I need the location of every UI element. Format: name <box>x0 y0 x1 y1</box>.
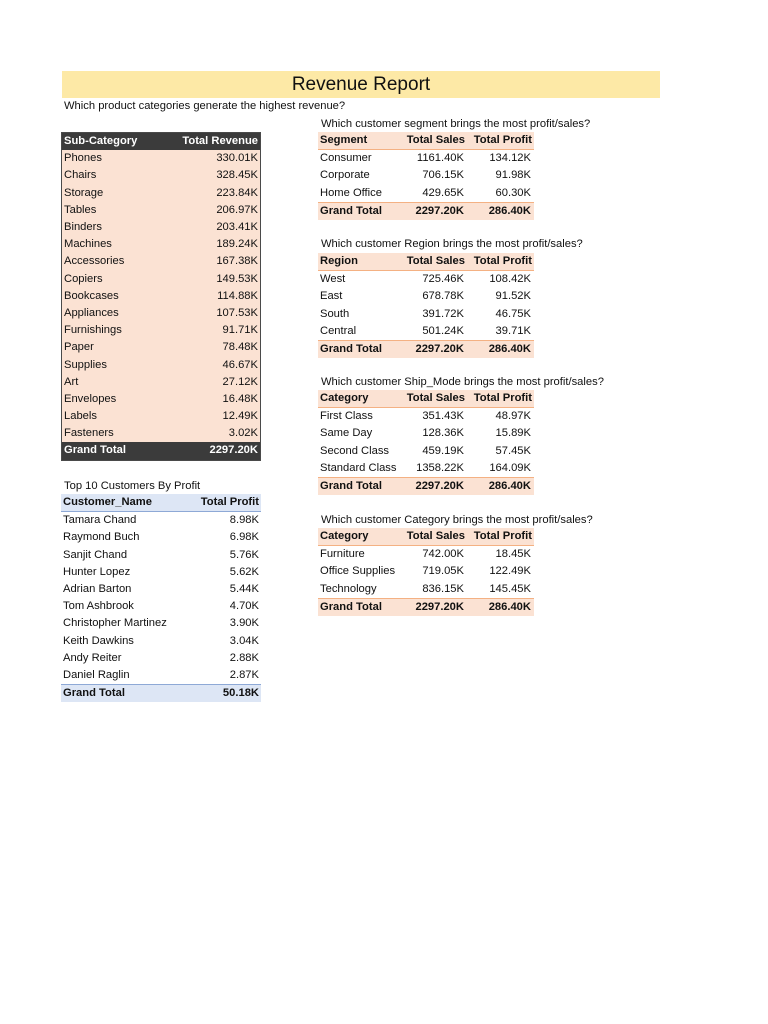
row-label-cell: Appliances <box>62 305 171 322</box>
row-label-cell: Office Supplies <box>320 565 396 578</box>
row-value-cell: 328.45K <box>171 167 261 184</box>
row-label-cell: Adrian Barton <box>63 583 132 596</box>
table-row <box>62 339 261 356</box>
column-header-customer-name[interactable]: Customer_Name <box>61 494 181 512</box>
grand-total-sales: 2297.20K <box>400 477 467 495</box>
grand-total-label: Grand Total <box>318 477 400 495</box>
table-row <box>318 408 534 426</box>
row-value-cell: 429.65K <box>422 186 464 199</box>
grand-total-label: Grand Total <box>61 685 181 703</box>
row-value-cell: 8.98K <box>229 514 259 527</box>
row-label-cell: East <box>320 290 343 303</box>
row-value-cell: 27.12K <box>171 374 261 391</box>
row-label-cell: Standard Class <box>320 461 397 474</box>
row-value-cell: 16.48K <box>171 391 261 408</box>
segment-table <box>318 132 534 220</box>
table-row <box>318 306 534 323</box>
table-row <box>318 185 534 203</box>
row-value-cell: 48.97K <box>495 410 531 423</box>
table-row <box>318 425 534 442</box>
grand-total-label: Grand Total <box>318 202 400 220</box>
row-label-cell: Copiers <box>62 271 171 288</box>
row-value-cell: 6.98K <box>229 531 259 544</box>
row-value-cell: 91.98K <box>495 169 531 182</box>
row-label-cell: Bookcases <box>62 288 171 305</box>
grand-total-value: 2297.20K <box>171 442 261 460</box>
row-label-cell: Consumer <box>320 152 372 165</box>
row-label-cell: Labels <box>62 408 171 425</box>
table-row <box>61 512 261 530</box>
row-value-cell: 501.24K <box>422 324 464 337</box>
row-value-cell: 149.53K <box>171 271 261 288</box>
grand-total-label: Grand Total <box>62 442 171 460</box>
row-label-cell: Storage <box>62 185 171 202</box>
row-value-cell: 114.88K <box>171 288 261 305</box>
table-row <box>318 460 534 478</box>
grand-total-profit: 286.40K <box>467 477 534 495</box>
row-value-cell: 39.71K <box>495 324 531 337</box>
row-value-cell: 108.42K <box>489 273 531 286</box>
row-label-cell: Supplies <box>62 356 171 373</box>
subcategory-revenue-table <box>61 132 261 461</box>
row-value-cell: 836.15K <box>422 582 464 595</box>
grand-total-row <box>318 477 534 495</box>
grand-total-row <box>318 340 534 358</box>
table-row <box>61 529 261 546</box>
table-row <box>318 581 534 599</box>
category-question: Which customer Category brings the most profit/sales? <box>321 514 593 526</box>
row-label-cell: Daniel Raglin <box>63 668 130 681</box>
column-header-total-profit[interactable]: Total Profit <box>467 528 534 546</box>
subcategory-question: Which product categories generate the highest revenue? <box>64 100 346 112</box>
table-row <box>62 253 261 270</box>
row-value-cell: 46.75K <box>495 307 531 320</box>
row-value-cell: 107.53K <box>171 305 261 322</box>
row-value-cell: 189.24K <box>171 236 261 253</box>
grand-total-row <box>61 685 261 703</box>
table-row <box>61 633 261 650</box>
column-header-total-sales[interactable]: Total Sales <box>400 390 467 408</box>
row-label-cell: Paper <box>62 339 171 356</box>
row-value-cell: 15.89K <box>495 427 531 440</box>
row-label-cell: Technology <box>320 582 377 595</box>
row-label-cell: Andy Reiter <box>63 651 122 664</box>
row-value-cell: 18.45K <box>495 548 531 561</box>
row-value-cell: 46.67K <box>171 356 261 373</box>
row-label-cell: Phones <box>62 150 171 167</box>
row-value-cell: 223.84K <box>171 185 261 202</box>
row-label-cell: South <box>320 307 350 320</box>
row-value-cell: 1161.40K <box>416 152 464 165</box>
table-row <box>318 271 534 289</box>
row-value-cell: 706.15K <box>422 169 464 182</box>
table-row <box>318 288 534 305</box>
row-value-cell: 4.70K <box>229 600 259 613</box>
table-row <box>62 150 261 167</box>
table-row <box>62 408 261 425</box>
grand-total-profit: 286.40K <box>467 202 534 220</box>
row-label-cell: Binders <box>62 219 171 236</box>
region-table <box>318 253 534 358</box>
row-label-cell: Keith Dawkins <box>63 634 134 647</box>
region-question: Which customer Region brings the most profit/sales? <box>321 238 583 250</box>
row-value-cell: 719.05K <box>422 565 464 578</box>
table-row <box>62 305 261 322</box>
table-header-row <box>62 133 261 151</box>
table-row <box>318 443 534 460</box>
row-value-cell: 145.45K <box>489 582 531 595</box>
column-header-total-profit[interactable]: Total Profit <box>181 494 261 512</box>
column-header-category[interactable]: Category <box>318 390 400 408</box>
table-row <box>318 150 534 168</box>
row-label-cell: Machines <box>62 236 171 253</box>
table-row <box>62 271 261 288</box>
row-value-cell: 391.72K <box>422 307 464 320</box>
table-row <box>61 650 261 667</box>
grand-total-row <box>62 442 261 460</box>
column-header-category[interactable]: Category <box>318 528 400 546</box>
row-value-cell: 330.01K <box>171 150 261 167</box>
row-label-cell: Second Class <box>320 444 390 457</box>
row-label-cell: Same Day <box>320 427 373 440</box>
table-row <box>62 356 261 373</box>
row-value-cell: 3.02K <box>171 425 261 442</box>
table-row <box>61 547 261 564</box>
row-value-cell: 206.97K <box>171 202 261 219</box>
row-label-cell: Chairs <box>62 167 171 184</box>
column-header-total-profit[interactable]: Total Profit <box>467 253 534 271</box>
row-value-cell: 78.48K <box>171 339 261 356</box>
row-value-cell: 3.04K <box>229 634 259 647</box>
row-label-cell: Envelopes <box>62 391 171 408</box>
row-value-cell: 5.62K <box>229 565 259 578</box>
row-value-cell: 60.30K <box>495 186 531 199</box>
table-row <box>62 167 261 184</box>
row-value-cell: 1358.22K <box>416 461 464 474</box>
row-value-cell: 742.00K <box>422 548 464 561</box>
page-title: Revenue Report <box>62 71 660 98</box>
table-row <box>62 236 261 253</box>
table-row <box>318 167 534 184</box>
row-label-cell: Raymond Buch <box>63 531 140 544</box>
row-value-cell: 2.88K <box>229 651 259 664</box>
table-row <box>318 563 534 580</box>
table-header-row <box>318 253 534 271</box>
grand-total-sales: 2297.20K <box>400 598 467 616</box>
grand-total-profit: 286.40K <box>467 340 534 358</box>
table-header-row <box>318 132 534 150</box>
row-label-cell: Hunter Lopez <box>63 565 131 578</box>
row-value-cell: 2.87K <box>229 668 259 681</box>
table-row <box>62 288 261 305</box>
row-value-cell: 91.71K <box>171 322 261 339</box>
grand-total-label: Grand Total <box>318 340 400 358</box>
table-row <box>62 322 261 339</box>
row-label-cell: Christopher Martinez <box>63 617 167 630</box>
column-header-sub-category[interactable]: Sub-Category <box>62 133 171 151</box>
top-customers-table <box>61 494 261 702</box>
table-row <box>61 667 261 685</box>
row-label-cell: Home Office <box>320 186 382 199</box>
table-row <box>318 546 534 564</box>
row-value-cell: 167.38K <box>171 253 261 270</box>
table-row <box>61 564 261 581</box>
column-header-total-sales[interactable]: Total Sales <box>400 528 467 546</box>
shipmode-table <box>318 390 534 495</box>
row-label-cell: Tables <box>62 202 171 219</box>
grand-total-profit: 286.40K <box>467 598 534 616</box>
table-header-row <box>61 494 261 512</box>
row-label-cell: Furnishings <box>62 322 171 339</box>
row-value-cell: 3.90K <box>229 617 259 630</box>
column-header-total-profit[interactable]: Total Profit <box>467 132 534 150</box>
table-row <box>318 323 534 341</box>
table-row <box>62 219 261 236</box>
row-value-cell: 91.52K <box>495 290 531 303</box>
row-label-cell: Fasteners <box>62 425 171 442</box>
grand-total-sales: 2297.20K <box>400 202 467 220</box>
column-header-total-profit[interactable]: Total Profit <box>467 390 534 408</box>
table-header-row <box>318 528 534 546</box>
table-row <box>62 185 261 202</box>
row-value-cell: 12.49K <box>171 408 261 425</box>
row-value-cell: 5.76K <box>229 548 259 561</box>
grand-total-value: 50.18K <box>181 685 261 703</box>
column-header-total-sales[interactable]: Total Sales <box>400 132 467 150</box>
column-header-segment[interactable]: Segment <box>318 132 400 150</box>
column-header-region[interactable]: Region <box>318 253 400 271</box>
row-value-cell: 678.78K <box>422 290 464 303</box>
table-row <box>62 202 261 219</box>
column-header-total-revenue[interactable]: Total Revenue <box>171 133 261 151</box>
table-row <box>61 615 261 632</box>
table-row <box>62 374 261 391</box>
row-value-cell: 57.45K <box>495 444 531 457</box>
table-row <box>61 598 261 615</box>
table-row <box>61 581 261 598</box>
row-label-cell: Tom Ashbrook <box>63 600 134 613</box>
segment-question: Which customer segment brings the most profit/sales? <box>321 118 591 130</box>
row-label-cell: Accessories <box>62 253 171 270</box>
category-table <box>318 528 534 616</box>
row-label-cell: First Class <box>320 410 373 423</box>
row-value-cell: 122.49K <box>489 565 531 578</box>
row-label-cell: Central <box>320 324 357 337</box>
grand-total-row <box>318 598 534 616</box>
grand-total-label: Grand Total <box>318 598 400 616</box>
table-row <box>62 391 261 408</box>
customers-question: Top 10 Customers By Profit <box>64 480 201 492</box>
table-header-row <box>318 390 534 408</box>
row-label-cell: Tamara Chand <box>63 514 137 527</box>
grand-total-row <box>318 202 534 220</box>
row-value-cell: 725.46K <box>422 273 464 286</box>
row-value-cell: 203.41K <box>171 219 261 236</box>
shipmode-question: Which customer Ship_Mode brings the most profit/sales? <box>321 376 604 388</box>
row-value-cell: 134.12K <box>489 152 531 165</box>
row-label-cell: Art <box>62 374 171 391</box>
row-value-cell: 351.43K <box>422 410 464 423</box>
row-value-cell: 459.19K <box>422 444 464 457</box>
row-value-cell: 5.44K <box>229 583 259 596</box>
row-value-cell: 128.36K <box>422 427 464 440</box>
row-label-cell: Furniture <box>320 548 365 561</box>
row-label-cell: West <box>320 273 346 286</box>
row-label-cell: Corporate <box>320 169 370 182</box>
column-header-total-sales[interactable]: Total Sales <box>400 253 467 271</box>
row-value-cell: 164.09K <box>489 461 531 474</box>
grand-total-sales: 2297.20K <box>400 340 467 358</box>
row-label-cell: Sanjit Chand <box>63 548 128 561</box>
table-row <box>62 425 261 442</box>
